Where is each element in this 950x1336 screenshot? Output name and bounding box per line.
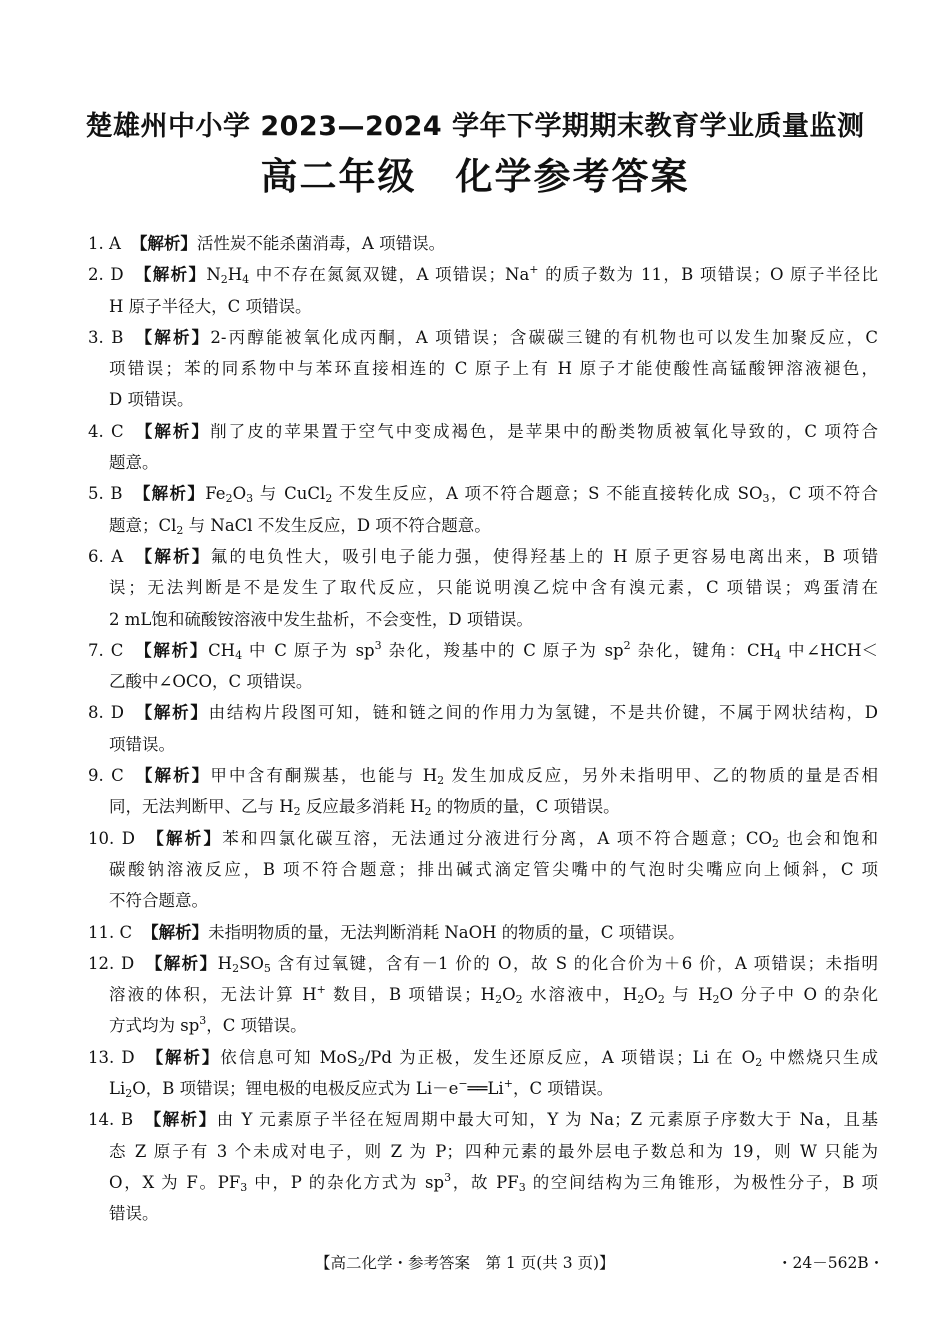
- answer-line: 乙酸中∠OCO，C 项错误。: [109, 672, 313, 692]
- analysis-tag: 【解析】: [133, 703, 209, 723]
- answer-number: 10. D: [88, 828, 135, 848]
- answer-line: 11. C 【解析】未指明物质的量，无法判断消耗 NaOH 的物质的量，C 项错误。: [88, 922, 685, 942]
- answer-line: 项错误；苯的同系物中与苯环直接相连的 C 原子上有 H 原子才能使酸性高锰酸钾溶液褪色，: [109, 359, 878, 379]
- answer-line: H 原子半径大，C 项错误。: [109, 296, 312, 316]
- answer-line: 错误。: [109, 1204, 159, 1224]
- answer-item: [88, 948, 878, 1042]
- answer-number: 3. B: [88, 327, 124, 347]
- answer-line: 题意；$Cl_2$ 与 NaCl 不发生反应，D 项不符合题意。: [109, 515, 491, 537]
- analysis-tag: 【解析】: [133, 640, 209, 660]
- answer-line: 碳酸钠溶液反应，B 项不符合题意；排出碱式滴定管尖嘴中的气泡时尖嘴应向上倾斜，C 项: [109, 859, 878, 879]
- answer-line: 4. C 【解析】削了皮的苹果置于空气中变成褐色，是苹果中的酚类物质被氧化导致的，C 项符合: [88, 421, 878, 441]
- footer-code: ・24－562B・: [777, 1254, 885, 1272]
- answer-line: 6. A 【解析】氟的电负性大，吸引电子能力强，使得羟基上的 H 原子更容易电离出来，B 项错: [88, 546, 879, 566]
- answer-item: [88, 917, 878, 948]
- answer-line: $Li_2O$，B 项错误；锂电极的电极反应式为 Li－e−══Li+，C 项错误。: [109, 1077, 614, 1101]
- answer-item: [88, 322, 878, 416]
- answer-number: 5. B: [88, 484, 123, 504]
- answer-line: O，X 为 F。$PF_3$ 中，P 的杂化方式为 $sp^3$，故 $PF_3$ 的空间结构为三角锥形，为极性分子，B 项: [109, 1170, 878, 1194]
- answer-line: 方式均为 $sp^3$，C 项错误。: [109, 1014, 307, 1036]
- analysis-tag: 【解析】: [130, 234, 197, 253]
- answer-list: [88, 228, 878, 1230]
- answer-line: 5. B 【解析】$Fe_2O_3$ 与 CuCl$_2$ 不发生反应，A 项不符合题意；S 不能直接转化成 $SO_3$，C 项不符合: [88, 484, 878, 506]
- answer-number: 9. C: [88, 766, 124, 786]
- answer-line: 12. D 【解析】$H_2SO_5$ 含有过氧键，含有－1 价的 O，故 S 的化合价为＋6 价，A 项错误；未指明: [88, 953, 879, 975]
- answer-line: 2. D 【解析】$N_2H_4$ 中不存在氮氮双键，A 项错误；Na+ 的质子数为 11，B 项错误；O 原子半径比: [88, 263, 878, 287]
- answer-item: [88, 478, 878, 541]
- answer-item: [88, 541, 878, 635]
- analysis-tag: 【解析】: [132, 484, 206, 504]
- analysis-tag: 【解析】: [133, 265, 207, 285]
- answer-item: [88, 1042, 878, 1105]
- answer-item: [88, 635, 878, 698]
- answer-item: [88, 823, 878, 917]
- answer-line: 2 mL饱和硫酸铵溶液中发生盐析，不会变性，D 项错误。: [109, 609, 533, 629]
- answer-number: 8. D: [88, 703, 124, 723]
- analysis-tag: 【解析】: [133, 327, 211, 347]
- footer-page-info: 【高二化学・参考答案 第 1 页(共 3 页)】: [315, 1254, 615, 1272]
- answer-line: 3. B 【解析】2-丙醇能被氧化成丙酮，A 项错误；含碳碳三键的有机物也可以发生加聚反应，C: [88, 327, 879, 347]
- answer-line: 14. B 【解析】由 Y 元素原子半径在短周期中最大可知，Y 为 Na；Z 元素原子序数大于 Na，且基: [88, 1110, 878, 1130]
- answer-line: 10. D 【解析】苯和四氯化碳互溶，无法通过分液进行分离，A 项不符合题意；$CO_2$ 也会和饱和: [88, 828, 879, 850]
- answer-number: 12. D: [88, 953, 135, 973]
- answer-line: 不符合题意。: [109, 891, 208, 911]
- answer-number: 13. D: [88, 1047, 135, 1067]
- analysis-tag: 【解析】: [144, 953, 218, 973]
- answer-number: 6. A: [88, 546, 124, 566]
- answer-item: [88, 697, 878, 760]
- analysis-tag: 【解析】: [144, 828, 223, 848]
- answer-line: D 项错误。: [109, 390, 194, 410]
- answer-line: 题意。: [109, 453, 159, 473]
- answer-line: 溶液的体积，无法计算 H+ 数目，B 项错误；$H_2O_2$ 水溶液中，$H_2O_2$ 与 $H_2O$ 分子中 O 的杂化: [109, 983, 878, 1007]
- analysis-tag: 【解析】: [142, 922, 209, 942]
- answer-number: 2. D: [88, 265, 124, 285]
- answer-line: 同，无法判断甲、乙与 $H_2$ 反应最多消耗 $H_2$ 的物质的量，C 项错误。: [109, 797, 620, 819]
- analysis-tag: 【解析】: [133, 766, 211, 786]
- answer-number: 14. B: [88, 1110, 134, 1130]
- exam-title: 楚雄州中小学 2023—2024 学年下学期期末教育学业质量监测: [85, 111, 865, 142]
- answer-line: 态 Z 原子有 3 个未成对电子，则 Z 为 P；四种元素的最外层电子数总和为 19，则 W 只能为: [109, 1141, 878, 1161]
- page-title: 高二年级 化学参考答案: [260, 155, 690, 198]
- answer-number: 1. A: [88, 234, 121, 253]
- answer-item: [88, 1104, 878, 1229]
- answer-line: 9. C 【解析】甲中含有酮羰基，也能与 $H_2$ 发生加成反应，另外未指明甲、乙的物质的量是否相: [88, 766, 878, 788]
- answer-line: 7. C 【解析】$CH_4$ 中 C 原子为 $sp^3$ 杂化，羧基中的 C 原子为 $sp^2$ 杂化，键角：$CH_4$ 中∠HCH＜: [88, 638, 878, 662]
- answer-number: 7. C: [88, 640, 124, 660]
- answer-line: 误；无法判断是不是发生了取代反应，只能说明溴乙烷中含有溴元素，C 项错误；鸡蛋清在: [109, 578, 878, 598]
- analysis-tag: 【解析】: [144, 1047, 221, 1067]
- answer-line: 8. D 【解析】由结构片段图可知，链和链之间的作用力为氢键，不是共价键，不属于网状结构，D: [88, 703, 879, 723]
- answer-line: 项错误。: [109, 734, 175, 754]
- answer-number: 4. C: [88, 421, 124, 441]
- answer-line: 13. D 【解析】依信息可知 MoS$_2$/Pd 为正极，发生还原反应，A 项错误；Li 在 $O_2$ 中燃烧只生成: [88, 1047, 878, 1069]
- analysis-tag: 【解析】: [133, 421, 211, 441]
- answer-line: 1. A 【解析】活性炭不能杀菌消毒，A 项错误。: [88, 234, 446, 253]
- analysis-tag: 【解析】: [133, 546, 211, 566]
- analysis-tag: 【解析】: [143, 1110, 217, 1130]
- answer-item: [88, 760, 878, 823]
- answer-number: 11. C: [88, 922, 133, 942]
- answer-item: [88, 259, 878, 322]
- answer-item: [88, 416, 878, 479]
- answer-item: [88, 228, 878, 259]
